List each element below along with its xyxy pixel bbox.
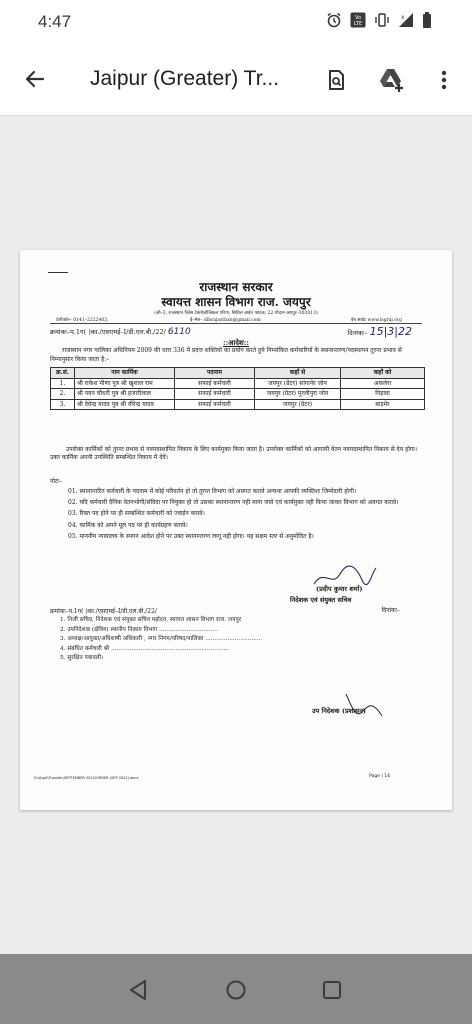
table-cell: 2.: [51, 389, 75, 400]
table-cell: श्री देवेन्द्र यादव पुत्र श्री वीरेन्द्र यादव: [75, 399, 175, 410]
note-item: 05. माननीय न्यायालय के स्थगन आदेश होने पर उक्त स्थानान्तरण लागू नही होगा। यह सक्षम स्तर से अनुमोदित है।: [68, 532, 314, 540]
notes-list: [68, 488, 426, 544]
table-row: [51, 399, 425, 410]
footer-page-number: Page | 14: [369, 774, 390, 779]
nav-recents-button[interactable]: [318, 976, 346, 1004]
search-in-document-button[interactable]: [320, 64, 352, 96]
copy-to-list: [60, 616, 420, 664]
office-address: (जी–3, राजस्थान पैलेस टेक्नोलॉजिकल एरिया, सिविल लाईन फाटक, 22 गोदाम जयपुर–302013): [154, 311, 318, 316]
status-icons: [326, 12, 432, 32]
order-body: उपरोक्त कार्मिकों को तुरन्त प्रभाव से नवपदस्थापित निकाय के लिए कार्यमुक्त किया जाता है। उपरोक्त कार्मिकों को आगामी वेतन नवपदस्थापित निकाय से देय होगा। उक्त कार्मिक अपनी उपस्थिति सम्बन्धित निकाय में देवें।: [50, 446, 418, 461]
department-title: स्वायत्त शासन विभाग राज. जयपुर: [161, 295, 311, 309]
back-button[interactable]: [20, 64, 50, 94]
table-cell: सफाई कर्मचारी: [175, 389, 255, 400]
recents-nav-icon: [322, 980, 342, 1000]
table-cell: पिड़ावा: [341, 389, 425, 400]
table-cell: 3.: [51, 399, 75, 410]
nav-back-button[interactable]: [124, 976, 152, 1004]
note-item: 04. कार्मिक को अपने मूल पद पर ही कार्यग्रहण करावे।: [68, 521, 188, 529]
column-header: नाम कार्मिक: [75, 368, 175, 379]
back-nav-icon: [128, 979, 148, 1001]
telephone: टेलीफोन– 0141–2222403,: [56, 318, 109, 323]
note-item: 03. रिक्त पद होने पर ही सम्बन्धित कर्मचारी को ज्वाईन करावे।: [68, 510, 205, 518]
deputy-director-designation: उप निदेशक (प्रशासन): [312, 707, 366, 715]
column-header: कहाँ से: [255, 368, 341, 379]
add-to-drive-icon: [378, 67, 406, 93]
table-cell: 1.: [51, 378, 75, 389]
table-cell: सफाई कर्मचारी: [175, 378, 255, 389]
copy-item: 1. निजी सचिव, निदेशक एवं संयुक्त सचिव महोदय, स्वायत्त शासन विभाग राज. जयपुर: [60, 617, 242, 623]
reference-prefix: क्रमांकः–प.1ग( )का./एसएमई–I/डी.एल.बी./22/: [50, 328, 166, 336]
volte-icon: [350, 12, 366, 32]
table-cell: श्री राकेश मीणा पुत्र श्री खुशाल राम: [75, 378, 175, 389]
copy-item: 3. अध्यक्ष/आयुक्त/अधिशाषी अधिकारी , नगर निगम/परिषद/पालिका ...............................: [60, 636, 263, 642]
date-handwritten: 15|3|22: [369, 325, 412, 338]
date-label: दिनांकः–: [347, 329, 368, 337]
battery-icon: [422, 12, 432, 32]
app-bar: [0, 44, 472, 116]
order-heading: ::आदेश::: [223, 338, 249, 347]
reference-number: [50, 327, 191, 337]
column-header: पदनाम: [175, 368, 255, 379]
pdf-viewer[interactable]: [0, 116, 472, 954]
copy-item: 5. सुरक्षित पत्रावली।: [60, 655, 104, 661]
vibrate-icon: [374, 12, 390, 32]
copy-item: 2. उपनिदेशक (क्षेत्रिय) स्थानीय निकाय विभाग ................................: [60, 626, 218, 633]
reference-handwritten: 6110: [167, 327, 191, 337]
note-item: 01. स्थानान्तरित कर्मचारी के पदनाम में कोई परिवर्तन हो तो तुरन्त विभाग को अवगत करावे अन्यथा आपकी व्यक्तिशः जिम्मेदारी होगी।: [68, 488, 357, 495]
system-navigation-bar: [0, 954, 472, 1024]
note-item: 02. यदि कर्मचारी दैनिक वेतनभोगी/संविदा पर नियुक्त हो तो उसका स्थानान्तरण नही माना जावे एवं कार्यमुक्त नही किया जाकर विभाग को अवगत करावे।: [68, 499, 399, 507]
table-row: [51, 378, 425, 389]
margin-mark: [48, 272, 68, 273]
table-cell: अकलेरा: [341, 378, 425, 389]
svg-text:LTE: LTE: [353, 21, 363, 27]
website: वेब साईट www.lsgraj.org: [350, 318, 402, 323]
add-to-drive-button[interactable]: [376, 64, 408, 96]
status-time: 4:47: [38, 12, 72, 31]
arrow-back-icon: [23, 67, 47, 91]
signatory-designation: निदेशक एवं संयुक्त सचिव: [290, 596, 352, 604]
copy-item: 4. संबंधित कर्मचारी श्री ................................................................: [60, 645, 230, 652]
signatory-name: (प्रदीप कुमार शर्मा): [316, 585, 363, 593]
home-nav-icon: [225, 979, 247, 1001]
table-cell: श्री पवन चौधरी पुत्र श्री हजारीलाल: [75, 389, 175, 400]
transfer-table: [50, 367, 425, 410]
svg-text:Vo: Vo: [354, 15, 362, 21]
table-cell: बाड़मेर: [341, 399, 425, 410]
header-divider: [50, 323, 422, 324]
column-header: क्र.सं.: [51, 368, 75, 379]
copy-date-label: दिनांकः–: [381, 607, 400, 614]
svg-text:x: x: [401, 14, 405, 21]
table-cell: सफाई कर्मचारी: [175, 399, 255, 410]
search-in-document-icon: [324, 68, 348, 92]
deputy-signature-mark: [338, 690, 388, 720]
document-title: Jaipur (Greater) Tr...: [90, 67, 280, 90]
signal-icon: [398, 12, 414, 32]
table-cell: जयपुर (ग्रेटर) सांगानेर जोन: [255, 378, 341, 389]
government-title: राजस्थान सरकार: [199, 280, 273, 294]
email: ई–मेल– dlbrajasthan@gmail.com: [190, 318, 261, 323]
order-date: [348, 325, 412, 338]
document-page: [20, 250, 452, 810]
table-header-row: [51, 368, 425, 379]
order-intro: राजस्थान नगर पालिका अधिनियम 2009 की धारा 336 में प्रदत्त शक्तियों का प्रयोग करते हुये निम्नांकित कर्मचारियों के स्थानान्तरण/पदस्थापन तुरन्त प्रभाव से निम्नानुसार किया जाता है:–: [50, 347, 402, 363]
copy-reference-number: क्रमांकः–प.1ग( )का./एसएमई–I/डी.एल.बी./22/: [50, 608, 157, 615]
table-row: [51, 389, 425, 400]
alarm-icon: [326, 12, 342, 32]
table-cell: जयपुर (ग्रेटर): [255, 399, 341, 410]
column-header: कहाँ को: [341, 368, 425, 379]
status-bar: [0, 0, 472, 44]
note-heading: नोटः–: [50, 478, 63, 485]
more-options-icon: [440, 68, 448, 92]
footer-file-path: D:\Arpit\Transfer\SEPTEMBER 2022\ORDER (SEP 2022).docx: [34, 776, 139, 780]
table-cell: जयपुर (ग्रेटर) मुरलीपुरा जोन: [255, 389, 341, 400]
more-options-button[interactable]: [428, 64, 460, 96]
nav-home-button[interactable]: [222, 976, 250, 1004]
